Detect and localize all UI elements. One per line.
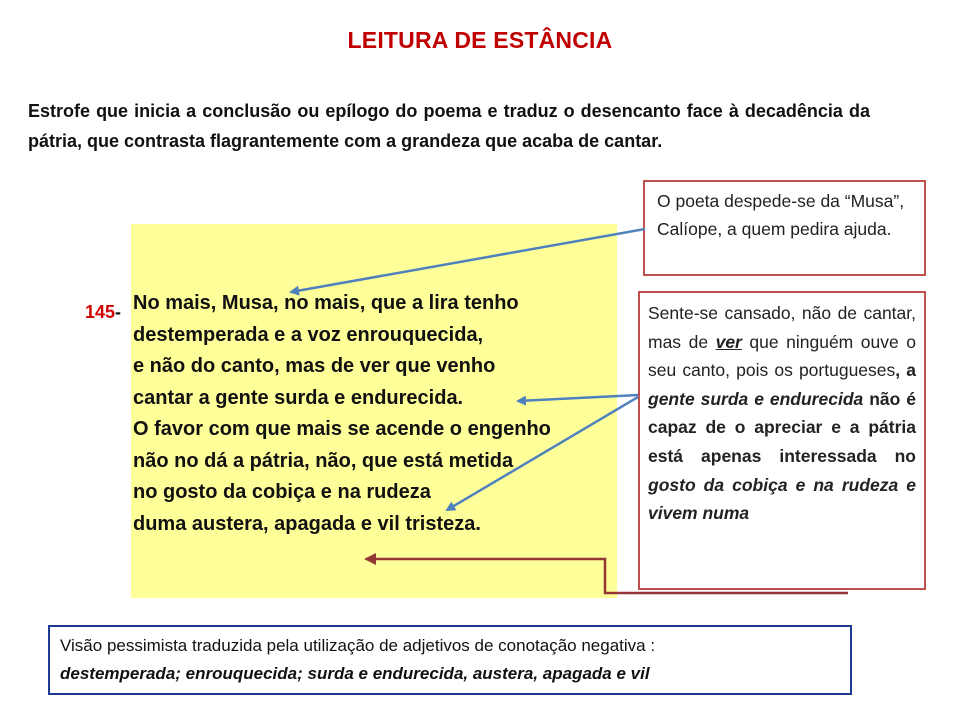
note-weariness-quote-1: gente surda e endurecida — [648, 388, 864, 409]
arrow-to-tristeza — [366, 559, 848, 593]
stanza-line: duma austera, apagada e vil tristeza. — [133, 512, 481, 535]
stanza-line: destemperada e a voz enrouquecida, — [133, 323, 484, 346]
note-weariness-ver: ver — [715, 331, 742, 352]
arrow-to-cobica — [447, 397, 638, 510]
stanza-line: O favor com que mais se acende o engenho — [133, 418, 551, 440]
conclusion-line-2: destemperada; enrouquecida; surda e endurecida, austera, apagada e vil — [60, 664, 650, 683]
stanza-line: e não do canto, mas de ver que venho — [133, 355, 496, 377]
page-title: LEITURA DE ESTÂNCIA — [347, 27, 613, 53]
stanza-number-dash: - — [115, 302, 122, 322]
conclusion-line-1: Visão pessimista traduzida pela utilização de adjetivos de conotação negativa : — [60, 636, 656, 655]
note-weariness-text-1: Sente-se cansado, não de cantar, mas de — [648, 303, 916, 352]
arrow-to-musa — [291, 229, 645, 292]
note-weariness-text-3: não é capaz de o apreciar e a pátria está apenas interessada no — [648, 388, 916, 466]
note-muse: O poeta despede-se da “Musa”, Calíope, a quem pedira ajuda. — [643, 180, 926, 276]
intro-paragraph: Estrofe que inicia a conclusão ou epílogo do poema e traduz o desencanto face à decadência da pátria, que contrasta flagrantemente com a grandeza que acaba de cantar. — [28, 101, 870, 151]
stanza-line: No mais, Musa, no mais, que a lira tenho — [133, 292, 519, 314]
stanza-line: cantar a gente surda e endurecida. — [133, 386, 464, 409]
note-weariness-text-2: que ninguém ouve o seu canto, pois os portugueses — [648, 331, 916, 381]
note-weariness-comma: , a — [895, 360, 916, 381]
note-weariness-quote-2: gosto da cobiça e na rudeza e vivem numa — [648, 474, 916, 524]
stanza-line: não no dá a pátria, não, que está metida — [133, 449, 514, 472]
stanza-line: no gosto da cobiça e na rudeza — [133, 481, 431, 503]
stanza-number-value: 145 — [85, 302, 116, 322]
arrow-to-gente-surda — [518, 395, 638, 401]
